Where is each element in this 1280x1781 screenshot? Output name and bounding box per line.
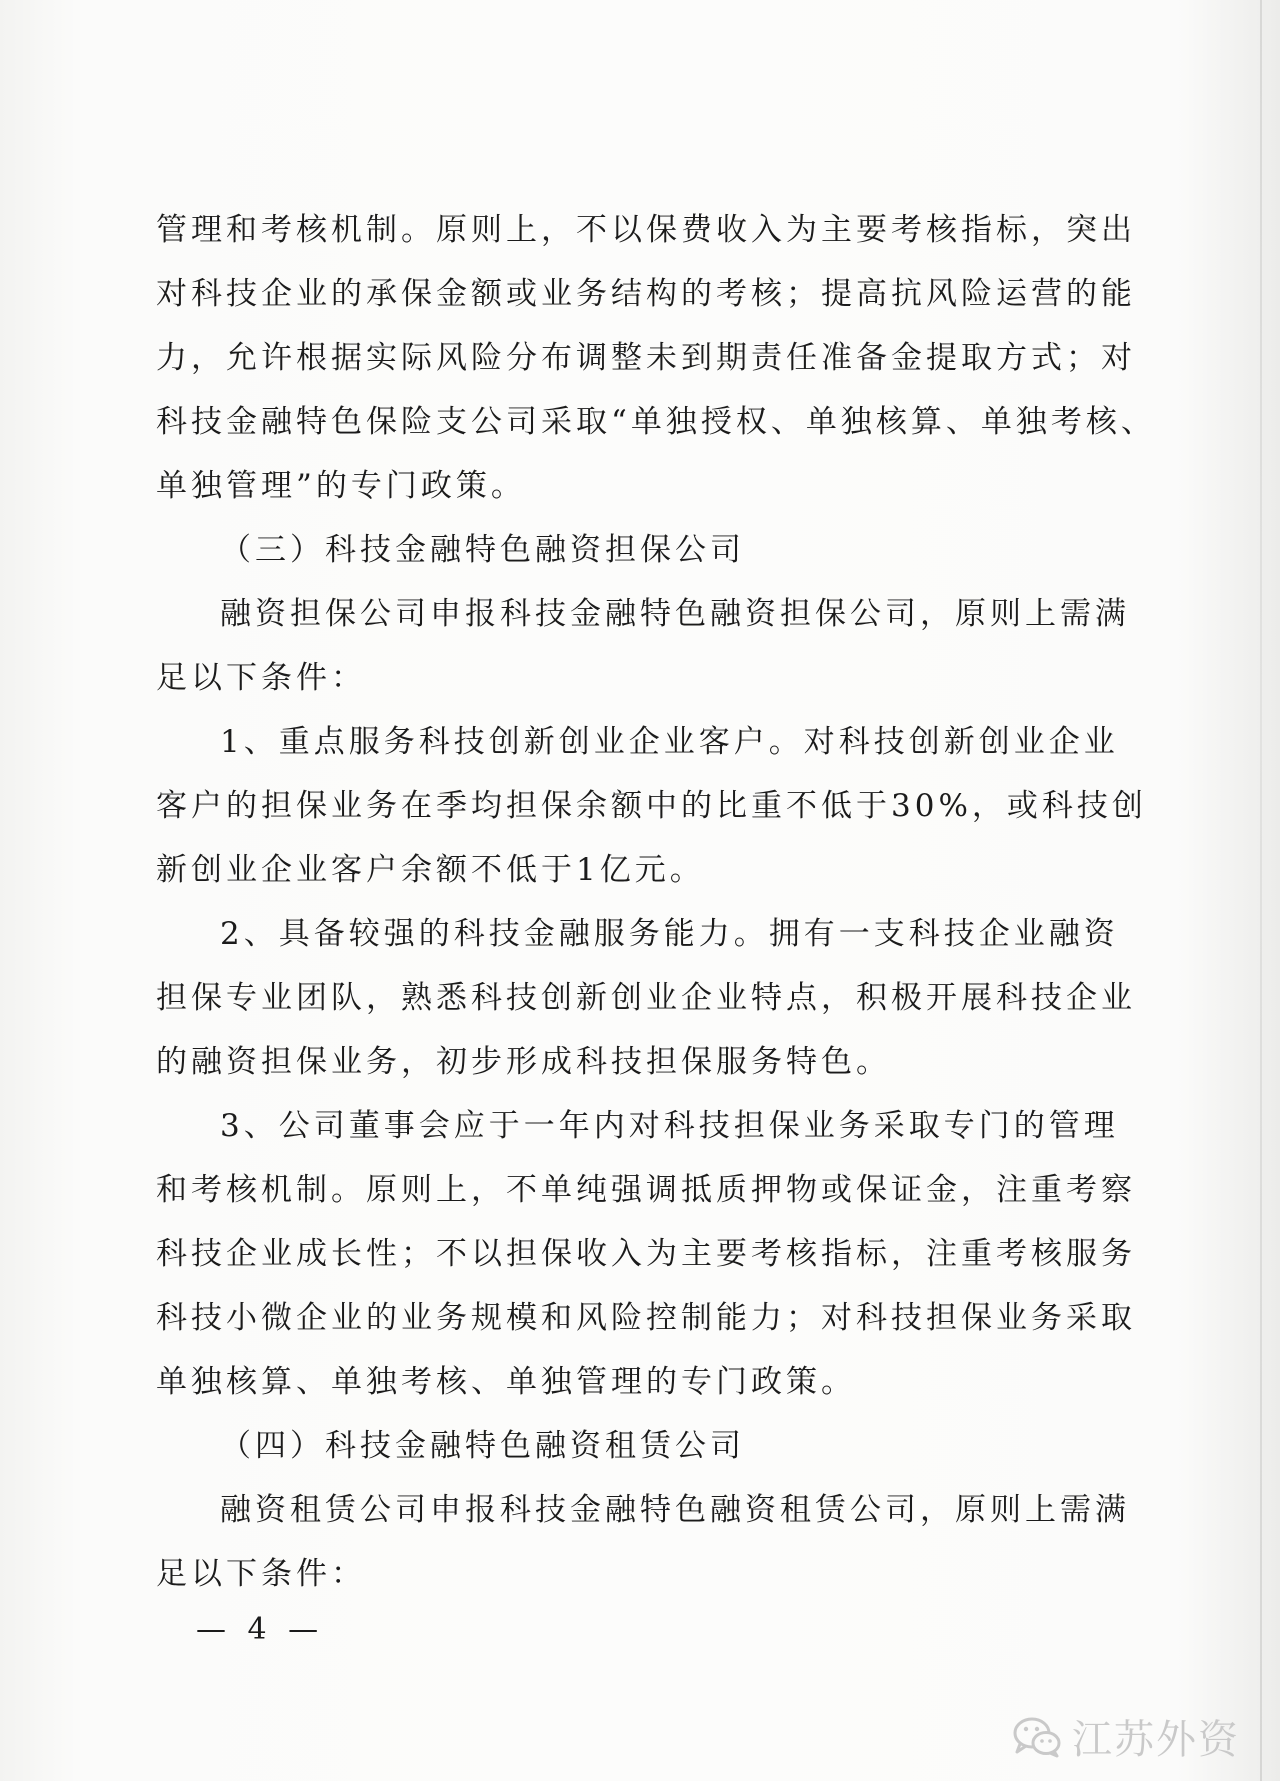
list-item-first-line: 3、公司董事会应于一年内对科技担保业务采取专门的管理 bbox=[220, 1108, 1119, 1144]
paragraph-first-line: 融资担保公司申报科技金融特色融资担保公司，原则上需满 bbox=[220, 596, 1130, 632]
list-item-first-line: 1、重点服务科技创新创业企业客户。对科技创新创业企业 bbox=[220, 724, 1119, 760]
body-line: 新创业企业客户余额不低于1亿元。 bbox=[156, 852, 705, 888]
body-line: 单独管理”的专门政策。 bbox=[156, 468, 526, 504]
section-heading: （四）科技金融特色融资租赁公司 bbox=[220, 1428, 745, 1464]
wechat-icon bbox=[1012, 1716, 1062, 1758]
body-line: 和考核机制。原则上，不单纯强调抵质押物或保证金，注重考察 bbox=[156, 1172, 1136, 1208]
body-line: 科技小微企业的业务规模和风险控制能力；对科技担保业务采取 bbox=[156, 1300, 1136, 1336]
body-line: 客户的担保业务在季均担保余额中的比重不低于30%，或科技创 bbox=[156, 788, 1147, 824]
body-line: 管理和考核机制。原则上，不以保费收入为主要考核指标，突出 bbox=[156, 212, 1136, 248]
paragraph-first-line: 融资租赁公司申报科技金融特色融资租赁公司，原则上需满 bbox=[220, 1492, 1130, 1528]
body-line: 科技金融特色保险支公司采取“单独授权、单独核算、单独考核、 bbox=[156, 404, 1156, 440]
watermark bbox=[1012, 1708, 1240, 1765]
page-number: — 4 — bbox=[196, 1612, 325, 1647]
body-line: 科技企业成长性；不以担保收入为主要考核指标，注重考核服务 bbox=[156, 1236, 1136, 1272]
body-line: 单独核算、单独考核、单独管理的专门政策。 bbox=[156, 1364, 856, 1400]
body-line: 的融资担保业务，初步形成科技担保服务特色。 bbox=[156, 1044, 891, 1080]
section-heading: （三）科技金融特色融资担保公司 bbox=[220, 532, 745, 568]
watermark-text: 江苏外资 bbox=[1072, 1717, 1240, 1763]
list-item-first-line: 2、具备较强的科技金融服务能力。拥有一支科技企业融资 bbox=[220, 916, 1119, 952]
document-body bbox=[156, 198, 1156, 1606]
body-line: 足以下条件： bbox=[156, 1556, 366, 1592]
body-line: 对科技企业的承保金额或业务结构的考核；提高抗风险运营的能 bbox=[156, 276, 1136, 312]
body-line: 担保专业团队，熟悉科技创新创业企业特点，积极开展科技企业 bbox=[156, 980, 1136, 1016]
paper-crease bbox=[1260, 0, 1262, 1781]
body-line: 力，允许根据实际风险分布调整未到期责任准备金提取方式；对 bbox=[156, 340, 1136, 376]
body-line: 足以下条件： bbox=[156, 660, 366, 696]
